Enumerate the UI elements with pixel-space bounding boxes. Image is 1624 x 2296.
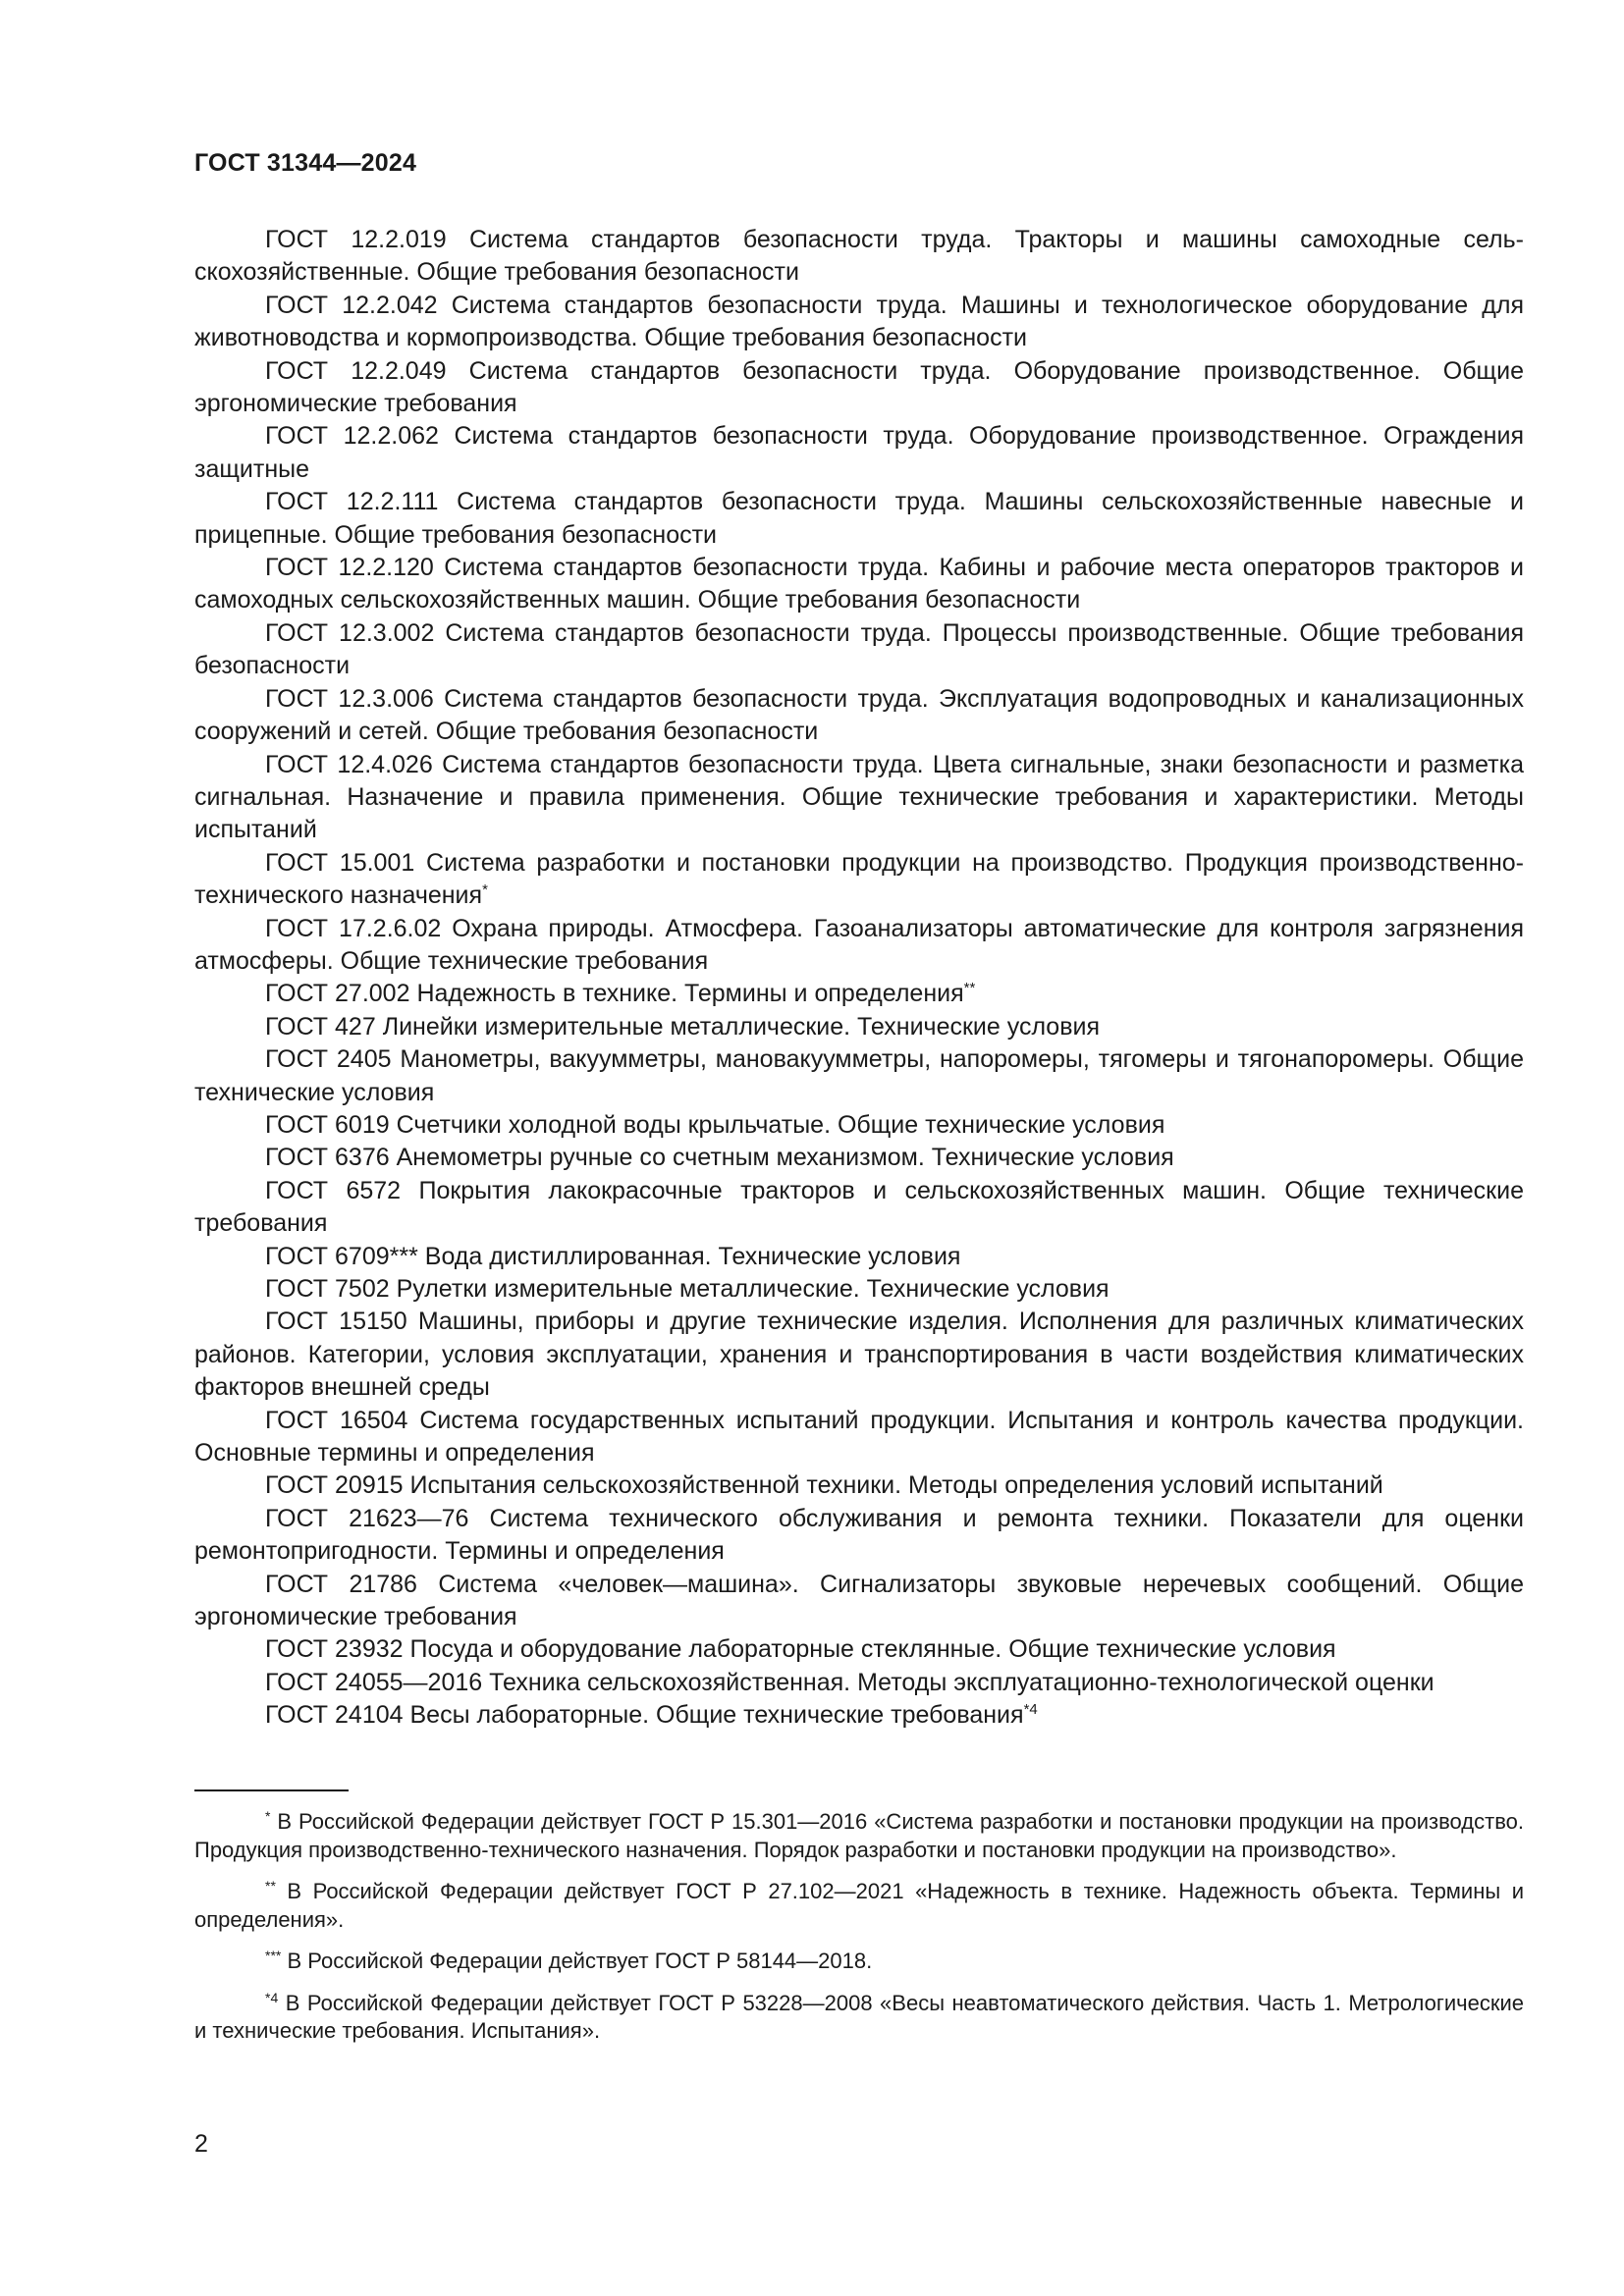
reference-code: ГОСТ 12.3.002 xyxy=(265,618,435,647)
reference-title: Система разработки и постановки продукции на производство. Продукция производственно-технического назначения xyxy=(194,848,1524,910)
reference-code: ГОСТ 27.002 xyxy=(265,980,410,1008)
reference-code: ГОСТ 12.2.111 xyxy=(265,488,439,516)
footnote-mark: *4 xyxy=(265,1989,279,2005)
reference-code: ГОСТ 12.3.006 xyxy=(265,684,434,713)
reference-title: Система стандартов безопасности труда. Тракторы и машины самоходные сельскохозяйственные. Общие требования безопасности xyxy=(194,226,1524,287)
reference-code: ГОСТ 21786 xyxy=(265,1570,417,1598)
reference-title: Система стандартов безопасности труда. Оборудование производственное. Общие эргономические требования xyxy=(194,356,1524,418)
reference-entry xyxy=(194,617,1524,683)
reference-entry xyxy=(194,355,1524,421)
reference-entry xyxy=(194,420,1524,486)
footnote-marker: * xyxy=(482,881,488,899)
reference-entry xyxy=(194,749,1524,847)
reference-code: ГОСТ 12.4.026 xyxy=(265,750,433,778)
reference-entry xyxy=(194,1306,1524,1404)
reference-entry xyxy=(194,1503,1524,1569)
reference-title: Машины, приборы и другие технические изделия. Исполнения для различных климатических районов. Категории, условия эксплуатации, хранения и транспортирования в части воздействия климатических факторов внешней среды xyxy=(194,1308,1524,1402)
reference-title: Испытания сельскохозяйственной техники. Методы определения условий испытаний xyxy=(409,1471,1383,1500)
footnote-marker: ** xyxy=(963,980,976,997)
footnote-mark: * xyxy=(265,1808,271,1824)
reference-code: ГОСТ 2405 xyxy=(265,1045,392,1074)
reference-title: Рулетки измерительные металлические. Технические условия xyxy=(396,1275,1110,1303)
reference-entry xyxy=(194,1569,1524,1634)
reference-title: Манометры, вакуумметры, мановакуумметры, напоромеры, тягомеры и тягонапоромеры. Общие технические условия xyxy=(194,1045,1524,1106)
footnote xyxy=(194,1990,1524,2046)
reference-code: ГОСТ 6572 xyxy=(265,1176,402,1204)
reference-title: Анемометры ручные со счетным механизмом. Технические условия xyxy=(396,1144,1174,1172)
footnote-text: В Российской Федерации действует ГОСТ Р 27.102—2021 «Надежность в технике. Надежность объекта. Термины и определения». xyxy=(194,1879,1524,1932)
footnote xyxy=(194,1878,1524,1934)
reference-code: ГОСТ 12.2.019 xyxy=(265,226,447,253)
reference-code: ГОСТ 15.001 xyxy=(265,848,415,877)
reference-code: ГОСТ 12.2.042 xyxy=(265,291,438,319)
footnote xyxy=(194,1808,1524,1864)
reference-code: ГОСТ 21623—76 xyxy=(265,1504,469,1532)
reference-title: Система технического обслуживания и ремонта техники. Показатели для оценки ремонтопригодности. Термины и определения xyxy=(194,1504,1524,1566)
reference-code: ГОСТ 15150 xyxy=(265,1308,407,1336)
reference-code: ГОСТ 7502 xyxy=(265,1275,390,1303)
reference-title: Система стандартов безопасности труда. Эксплуатация водопроводных и канализационных сооружений и сетей. Общие требования безопасности xyxy=(194,684,1524,746)
reference-entry xyxy=(194,683,1524,749)
reference-entry xyxy=(194,1043,1524,1109)
reference-code: ГОСТ 20915 xyxy=(265,1471,404,1500)
reference-entry xyxy=(194,1011,1524,1043)
reference-title: Весы лабораторные. Общие технические требования xyxy=(409,1701,1024,1730)
reference-code: ГОСТ 23932 xyxy=(265,1635,404,1664)
reference-title: Техника сельскохозяйственная. Методы эксплуатационно-технологической оценки xyxy=(489,1668,1435,1696)
reference-entry xyxy=(194,847,1524,913)
footnote-text: В Российской Федерации действует ГОСТ Р 53228—2008 «Весы неавтоматического действия. Часть 1. Метрологические и технические требования. Испытания». xyxy=(194,1990,1524,2043)
reference-code: ГОСТ 6376 xyxy=(265,1144,390,1172)
reference-title: Система стандартов безопасности труда. Оборудование производственное. Ограждения защитные xyxy=(194,422,1524,483)
footnote-text: В Российской Федерации действует ГОСТ Р 58144—2018. xyxy=(287,1949,873,1973)
reference-entry xyxy=(194,486,1524,552)
reference-entry xyxy=(194,1667,1524,1699)
reference-entry xyxy=(194,290,1524,355)
footnote-separator xyxy=(194,1789,349,1791)
reference-entry xyxy=(194,1241,1524,1273)
footnote-text: В Российской Федерации действует ГОСТ Р 15.301—2016 «Система разработки и постановки продукции на производство. Продукция производственно-технического назначения. Порядок разработки и постановки продукции на производство». xyxy=(194,1809,1524,1862)
normative-references-list xyxy=(194,224,1524,1733)
reference-entry xyxy=(194,913,1524,979)
footnote-marker: *4 xyxy=(1023,1701,1038,1719)
reference-code: ГОСТ 427 xyxy=(265,1012,376,1041)
footnote-mark: ** xyxy=(265,1878,276,1894)
reference-code: ГОСТ 6709*** xyxy=(265,1242,418,1270)
reference-entry xyxy=(194,1142,1524,1174)
footnote xyxy=(194,1948,1524,1976)
reference-entry xyxy=(194,1273,1524,1306)
reference-title: Система государственных испытаний продукции. Испытания и контроль качества продукции. Основные термины и определения xyxy=(194,1406,1524,1468)
page-number: 2 xyxy=(194,2130,208,2158)
reference-title: Покрытия лакокрасочные тракторов и сельскохозяйственных машин. Общие технические требования xyxy=(194,1176,1524,1238)
reference-entry xyxy=(194,1109,1524,1142)
reference-title: Вода дистиллированная. Технические условия xyxy=(424,1242,961,1270)
reference-entry xyxy=(194,1699,1524,1732)
reference-title: Система стандартов безопасности труда. Цвета сигнальные, знаки безопасности и разметка сигнальная. Назначение и правила применения. Общие технические требования и характеристики. Методы испытаний xyxy=(194,750,1524,844)
reference-code: ГОСТ 12.2.049 xyxy=(265,356,447,385)
reference-title: Охрана природы. Атмосфера. Газоанализаторы автоматические для контроля загрязнения атмосферы. Общие технические требования xyxy=(194,914,1524,975)
reference-entry xyxy=(194,1633,1524,1666)
reference-code: ГОСТ 12.2.062 xyxy=(265,422,439,451)
reference-title: Линейки измерительные металлические. Технические условия xyxy=(382,1012,1100,1041)
footnote-mark: *** xyxy=(265,1948,282,1963)
reference-title: Система стандартов безопасности труда. Машины сельскохозяйственные навесные и прицепные. Общие требования безопасности xyxy=(194,488,1524,549)
reference-entry xyxy=(194,224,1524,290)
reference-title: Счетчики холодной воды крыльчатые. Общие технические условия xyxy=(396,1110,1165,1139)
reference-title: Система стандартов безопасности труда. Процессы производственные. Общие требования безопасности xyxy=(194,618,1524,680)
reference-entry xyxy=(194,978,1524,1010)
reference-code: ГОСТ 12.2.120 xyxy=(265,554,434,582)
reference-title: Система стандартов безопасности труда. Машины и технологическое оборудование для животноводства и кормопроизводства. Общие требования безопасности xyxy=(194,291,1524,352)
reference-code: ГОСТ 24104 xyxy=(265,1701,404,1730)
reference-entry xyxy=(194,1175,1524,1241)
reference-entry xyxy=(194,1405,1524,1470)
reference-code: ГОСТ 17.2.6.02 xyxy=(265,914,442,942)
reference-entry xyxy=(194,552,1524,617)
reference-entry xyxy=(194,1469,1524,1502)
reference-title: Система стандартов безопасности труда. Кабины и рабочие места операторов тракторов и самоходных сельскохозяйственных машин. Общие требования безопасности xyxy=(194,554,1524,614)
reference-code: ГОСТ 6019 xyxy=(265,1110,390,1139)
reference-code: ГОСТ 16504 xyxy=(265,1406,408,1434)
reference-title: Посуда и оборудование лабораторные стеклянные. Общие технические условия xyxy=(409,1635,1336,1664)
reference-title: Система «человек—машина». Сигнализаторы звуковые неречевых сообщений. Общие эргономические требования xyxy=(194,1570,1524,1631)
reference-title: Надежность в технике. Термины и определения xyxy=(416,980,964,1008)
document-header: ГОСТ 31344—2024 xyxy=(194,149,417,177)
reference-code: ГОСТ 24055—2016 xyxy=(265,1668,483,1696)
footnotes xyxy=(194,1808,1524,2059)
